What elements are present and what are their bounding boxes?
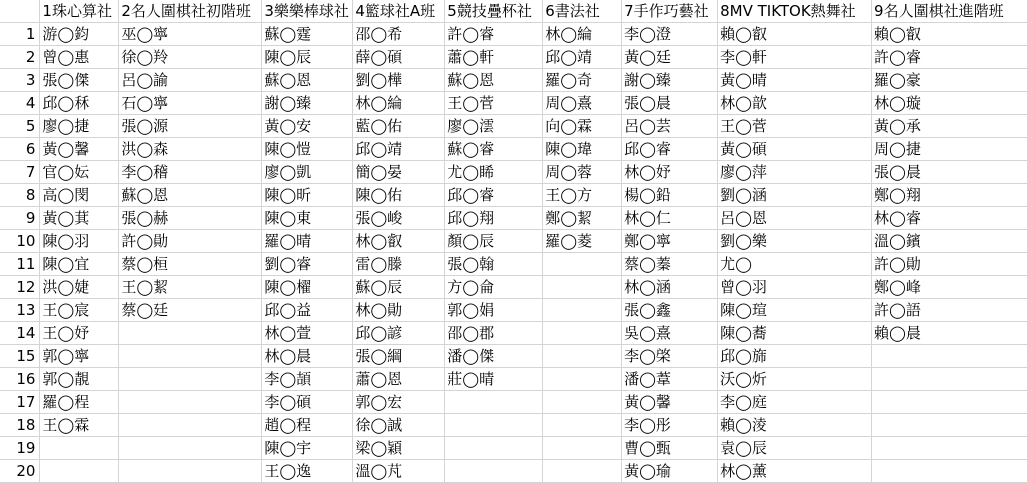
corner-cell[interactable] [0,0,40,23]
cell[interactable]: 邱◯益 [262,299,353,322]
cell[interactable]: 鄭◯峰 [872,276,1028,299]
cell[interactable]: 李◯碩 [262,391,353,414]
cell[interactable]: 洪◯森 [119,138,262,161]
cell[interactable] [119,368,262,391]
cell[interactable]: 吳◯熹 [622,322,718,345]
cell[interactable]: 呂◯諭 [119,69,262,92]
cell[interactable]: 郭◯寧 [40,345,119,368]
cell[interactable]: 劉◯樂 [718,230,872,253]
cell[interactable]: 賴◯淩 [718,414,872,437]
cell[interactable]: 周◯熹 [543,92,622,115]
cell[interactable]: 邵◯郡 [445,322,543,345]
cell[interactable]: 陳◯佑 [353,184,445,207]
cell[interactable]: 邱◯秝 [40,92,119,115]
cell[interactable]: 邵◯希 [353,23,445,46]
cell[interactable] [872,368,1028,391]
cell[interactable]: 黃◯廷 [622,46,718,69]
row-number[interactable]: 7 [0,161,40,184]
cell[interactable]: 林◯薰 [718,460,872,483]
cell[interactable]: 羅◯晴 [262,230,353,253]
cell[interactable]: 尤◯ [718,253,872,276]
row-number[interactable]: 20 [0,460,40,483]
cell[interactable]: 蔡◯桓 [119,253,262,276]
cell[interactable]: 洪◯婕 [40,276,119,299]
cell[interactable]: 黃◯馨 [40,138,119,161]
cell[interactable]: 林◯睿 [872,207,1028,230]
cell[interactable]: 周◯蓉 [543,161,622,184]
cell[interactable]: 黃◯瑜 [622,460,718,483]
cell[interactable]: 謝◯臻 [262,92,353,115]
cell[interactable] [543,460,622,483]
cell[interactable] [872,391,1028,414]
table-row [0,23,1028,46]
cell[interactable]: 王◯逸 [262,460,353,483]
cell[interactable]: 許◯睿 [872,46,1028,69]
cell[interactable]: 鄭◯翔 [872,184,1028,207]
cell[interactable]: 王◯宸 [40,299,119,322]
table-row [0,414,1028,437]
cell[interactable] [543,368,622,391]
table-row [0,322,1028,345]
table-row [0,207,1028,230]
cell[interactable]: 林◯歆 [718,92,872,115]
table-row [0,276,1028,299]
cell[interactable]: 雷◯滕 [353,253,445,276]
cell[interactable] [445,414,543,437]
cell[interactable]: 許◯勛 [119,230,262,253]
column-header-8[interactable]: 8MV TIKTOK熱舞社 [718,0,872,23]
cell[interactable]: 張◯翰 [445,253,543,276]
column-header-7[interactable]: 7手作巧藝社 [622,0,718,23]
table-row [0,69,1028,92]
cell[interactable]: 王◯霖 [40,414,119,437]
cell[interactable]: 邱◯翔 [445,207,543,230]
cell[interactable] [445,437,543,460]
cell[interactable] [872,437,1028,460]
cell[interactable]: 李◯彤 [622,414,718,437]
row-number[interactable]: 8 [0,184,40,207]
cell[interactable]: 周◯捷 [872,138,1028,161]
cell[interactable] [543,322,622,345]
cell[interactable]: 徐◯誠 [353,414,445,437]
row-number[interactable]: 4 [0,92,40,115]
cell[interactable]: 黃◯承 [872,115,1028,138]
cell[interactable]: 郭◯靚 [40,368,119,391]
cell[interactable]: 張◯赫 [119,207,262,230]
cell[interactable]: 邱◯靖 [543,46,622,69]
cell[interactable]: 顏◯辰 [445,230,543,253]
row-number[interactable]: 19 [0,437,40,460]
cell[interactable]: 蘇◯霆 [262,23,353,46]
cell[interactable]: 陳◯昕 [262,184,353,207]
row-number[interactable]: 6 [0,138,40,161]
cell[interactable]: 羅◯奇 [543,69,622,92]
cell[interactable]: 林◯綸 [543,23,622,46]
cell[interactable] [119,460,262,483]
cell[interactable]: 張◯晨 [622,92,718,115]
cell[interactable]: 邱◯靖 [353,138,445,161]
cell[interactable]: 林◯萱 [262,322,353,345]
cell[interactable]: 林◯晨 [262,345,353,368]
table-row [0,230,1028,253]
cell[interactable] [119,345,262,368]
row-number[interactable]: 14 [0,322,40,345]
cell[interactable]: 王◯菅 [718,115,872,138]
cell[interactable]: 廖◯澐 [445,115,543,138]
cell[interactable] [543,345,622,368]
cell[interactable]: 鄭◯寧 [622,230,718,253]
row-number[interactable]: 3 [0,69,40,92]
cell[interactable]: 方◯侖 [445,276,543,299]
table-row [0,46,1028,69]
row-number[interactable]: 12 [0,276,40,299]
cell[interactable]: 巫◯寧 [119,23,262,46]
table-row [0,437,1028,460]
cell[interactable]: 劉◯樺 [353,69,445,92]
cell[interactable]: 袁◯辰 [718,437,872,460]
cell[interactable] [543,437,622,460]
cell[interactable] [872,345,1028,368]
cell[interactable]: 林◯綸 [353,92,445,115]
table-row [0,184,1028,207]
cell[interactable]: 邱◯旆 [718,345,872,368]
cell[interactable]: 李◯澄 [622,23,718,46]
cell[interactable]: 蘇◯睿 [445,138,543,161]
cell[interactable]: 蘇◯辰 [353,276,445,299]
cell[interactable]: 許◯睿 [445,23,543,46]
cell[interactable]: 賴◯叡 [872,23,1028,46]
cell[interactable]: 王◯方 [543,184,622,207]
cell[interactable]: 羅◯菱 [543,230,622,253]
cell[interactable]: 高◯閔 [40,184,119,207]
cell[interactable]: 黃◯萁 [40,207,119,230]
table-row [0,460,1028,483]
cell[interactable]: 林◯勛 [353,299,445,322]
cell[interactable]: 邱◯睿 [445,184,543,207]
cell[interactable]: 賴◯叡 [718,23,872,46]
cell[interactable]: 黃◯碩 [718,138,872,161]
cell[interactable]: 李◯軒 [718,46,872,69]
cell[interactable]: 曹◯甄 [622,437,718,460]
cell[interactable]: 張◯傑 [40,69,119,92]
cell[interactable]: 劉◯涵 [718,184,872,207]
cell[interactable]: 莊◯晴 [445,368,543,391]
column-header-3[interactable]: 3樂樂棒球社 [262,0,353,23]
cell[interactable]: 藍◯佑 [353,115,445,138]
cell[interactable]: 謝◯臻 [622,69,718,92]
cell[interactable]: 蕭◯軒 [445,46,543,69]
cell[interactable]: 張◯峻 [353,207,445,230]
cell[interactable]: 陳◯辰 [262,46,353,69]
cell[interactable] [40,460,119,483]
cell[interactable]: 黃◯安 [262,115,353,138]
cell[interactable]: 陳◯櫂 [262,276,353,299]
table-row [0,368,1028,391]
cell[interactable] [119,322,262,345]
cell[interactable]: 陳◯愷 [262,138,353,161]
header-row [0,0,1028,23]
row-number[interactable]: 18 [0,414,40,437]
cell[interactable]: 陳◯宇 [262,437,353,460]
table-row [0,391,1028,414]
cell[interactable]: 林◯仁 [622,207,718,230]
row-number[interactable]: 9 [0,207,40,230]
row-number[interactable]: 15 [0,345,40,368]
cell[interactable]: 鄭◯絜 [543,207,622,230]
cell[interactable]: 羅◯程 [40,391,119,414]
cell[interactable] [40,437,119,460]
table-row [0,299,1028,322]
row-number[interactable]: 10 [0,230,40,253]
cell[interactable] [445,391,543,414]
column-header-9[interactable]: 9名人圍棋社進階班 [872,0,1028,23]
cell[interactable]: 陳◯東 [262,207,353,230]
cell[interactable]: 郭◯宏 [353,391,445,414]
row-number[interactable]: 2 [0,46,40,69]
cell[interactable]: 林◯璇 [872,92,1028,115]
row-number[interactable]: 17 [0,391,40,414]
cell[interactable]: 溫◯鑌 [872,230,1028,253]
cell[interactable]: 尤◯睎 [445,161,543,184]
cell[interactable]: 簡◯晏 [353,161,445,184]
cell[interactable]: 張◯鑫 [622,299,718,322]
cell[interactable] [872,460,1028,483]
cell[interactable]: 李◯棨 [622,345,718,368]
cell[interactable]: 黃◯馨 [622,391,718,414]
cell[interactable]: 王◯妤 [40,322,119,345]
cell[interactable]: 游◯鈞 [40,23,119,46]
cell[interactable]: 王◯絜 [119,276,262,299]
cell[interactable]: 向◯霖 [543,115,622,138]
cell[interactable]: 曾◯羽 [718,276,872,299]
column-header-4[interactable]: 4籃球社A班 [353,0,445,23]
cell[interactable]: 石◯寧 [119,92,262,115]
cell[interactable]: 官◯妘 [40,161,119,184]
cell[interactable]: 陳◯蕎 [718,322,872,345]
cell[interactable]: 廖◯凱 [262,161,353,184]
column-header-5[interactable]: 5競技疊杯社 [445,0,543,23]
cell[interactable] [543,276,622,299]
table-row [0,161,1028,184]
cell[interactable]: 許◯語 [872,299,1028,322]
column-header-6[interactable]: 6書法社 [543,0,622,23]
cell[interactable]: 郭◯娟 [445,299,543,322]
cell[interactable]: 沃◯炘 [718,368,872,391]
row-number[interactable]: 11 [0,253,40,276]
cell[interactable] [543,414,622,437]
cell[interactable]: 許◯勛 [872,253,1028,276]
cell[interactable]: 李◯頡 [262,368,353,391]
cell[interactable]: 呂◯恩 [718,207,872,230]
cell[interactable]: 蔡◯蓁 [622,253,718,276]
cell[interactable]: 陳◯宜 [40,253,119,276]
cell[interactable]: 王◯菅 [445,92,543,115]
cell[interactable] [543,391,622,414]
cell[interactable]: 劉◯睿 [262,253,353,276]
column-header-1[interactable]: 1珠心算社 [40,0,119,23]
cell[interactable]: 張◯源 [119,115,262,138]
cell[interactable]: 薛◯碩 [353,46,445,69]
row-number[interactable]: 5 [0,115,40,138]
table-row [0,115,1028,138]
cell[interactable]: 潘◯葦 [622,368,718,391]
cell[interactable] [119,391,262,414]
cell[interactable]: 賴◯晨 [872,322,1028,345]
cell[interactable]: 廖◯捷 [40,115,119,138]
cell[interactable]: 張◯晨 [872,161,1028,184]
cell[interactable]: 蕭◯恩 [353,368,445,391]
cell[interactable]: 林◯妤 [622,161,718,184]
cell[interactable]: 黃◯晴 [718,69,872,92]
cell[interactable]: 徐◯羚 [119,46,262,69]
cell[interactable]: 蘇◯恩 [119,184,262,207]
row-number[interactable]: 16 [0,368,40,391]
cell[interactable]: 楊◯鉛 [622,184,718,207]
table-row [0,345,1028,368]
column-header-2[interactable]: 2名人圍棋社初階班 [119,0,262,23]
cell[interactable]: 蘇◯恩 [262,69,353,92]
table-row [0,92,1028,115]
cell[interactable]: 曾◯惠 [40,46,119,69]
cell[interactable] [543,253,622,276]
cell[interactable]: 蔡◯廷 [119,299,262,322]
cell[interactable]: 蘇◯恩 [445,69,543,92]
cell[interactable]: 潘◯傑 [445,345,543,368]
cell[interactable] [445,460,543,483]
cell[interactable]: 李◯稽 [119,161,262,184]
cell[interactable]: 林◯叡 [353,230,445,253]
cell[interactable]: 陳◯羽 [40,230,119,253]
cell[interactable]: 李◯庭 [718,391,872,414]
cell[interactable]: 陳◯瑋 [543,138,622,161]
cell[interactable]: 邱◯睿 [622,138,718,161]
cell[interactable]: 陳◯瑄 [718,299,872,322]
cell[interactable]: 溫◯芃 [353,460,445,483]
table-row [0,253,1028,276]
cell[interactable] [543,299,622,322]
row-number[interactable]: 1 [0,23,40,46]
cell[interactable] [872,414,1028,437]
cell[interactable]: 廖◯萍 [718,161,872,184]
cell[interactable]: 梁◯穎 [353,437,445,460]
cell[interactable]: 呂◯芸 [622,115,718,138]
row-number[interactable]: 13 [0,299,40,322]
table-row [0,138,1028,161]
cell[interactable]: 張◯綱 [353,345,445,368]
cell[interactable] [119,437,262,460]
cell[interactable]: 趙◯程 [262,414,353,437]
cell[interactable] [119,414,262,437]
cell[interactable]: 邱◯諺 [353,322,445,345]
cell[interactable]: 羅◯豪 [872,69,1028,92]
cell[interactable]: 林◯涵 [622,276,718,299]
